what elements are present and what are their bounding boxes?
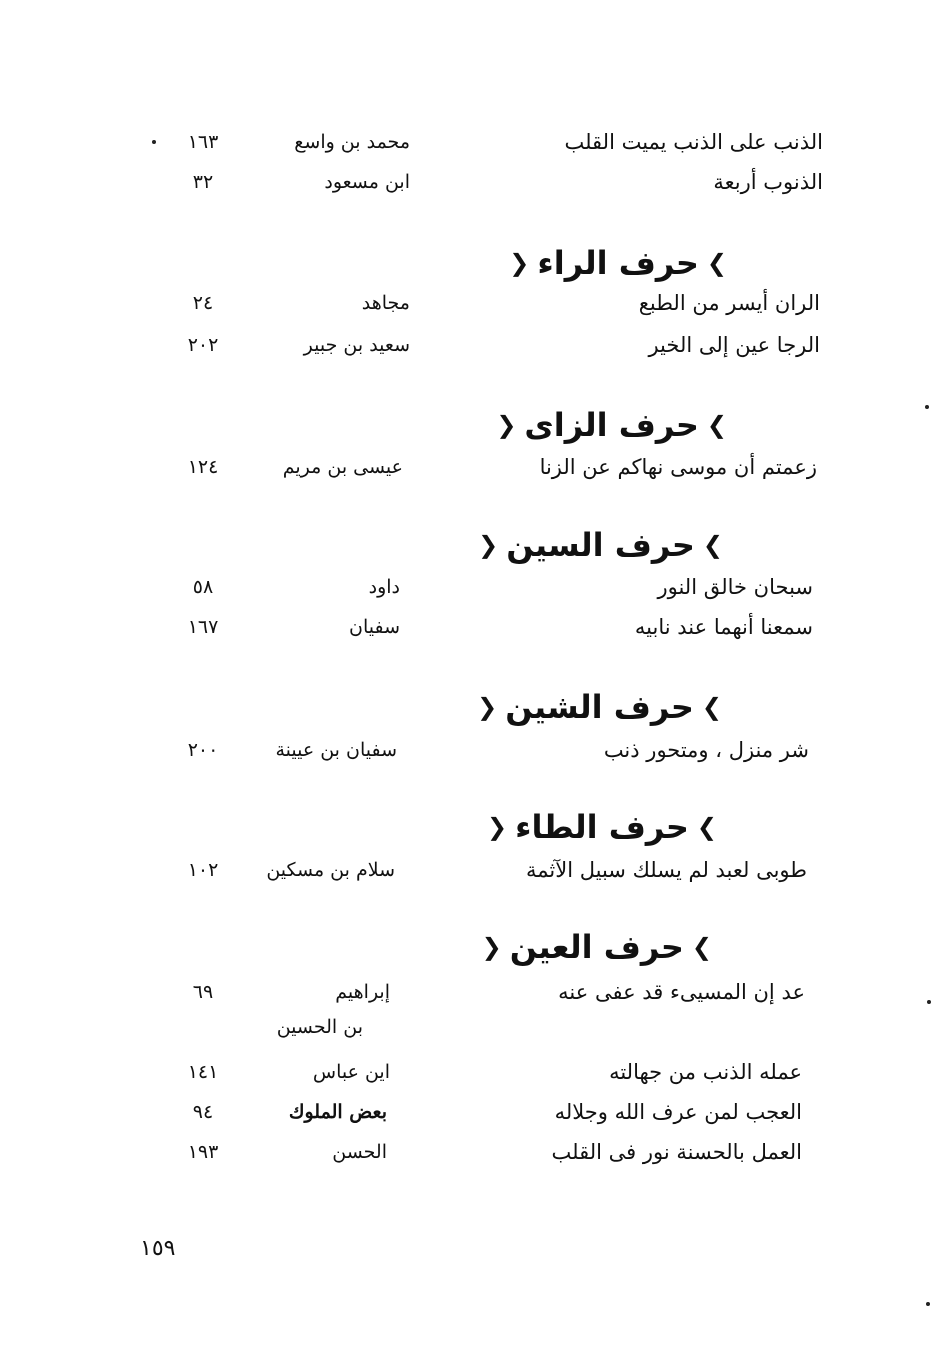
entry-source: بعض الملوك xyxy=(288,1101,387,1123)
entry-text: شر منزل ، ومتحور ذنب xyxy=(603,738,809,762)
scan-speck xyxy=(927,1000,931,1004)
section-heading xyxy=(474,918,720,972)
entry-page: ١٠٢ xyxy=(187,859,219,881)
ornament-icon: ❮ xyxy=(509,249,530,277)
entry-text: عد إن المسيىء قد عفى عنه xyxy=(558,980,805,1004)
entry-source: سفيان بن عيينة xyxy=(275,739,397,761)
section-heading-text: حرف الشين xyxy=(505,688,694,726)
index-entry xyxy=(0,1092,935,1132)
section-heading-text: حرف الزاى xyxy=(524,406,699,444)
entry-page: ١٩٣ xyxy=(187,1141,219,1163)
entry-text: الرجا عين إلى الخير xyxy=(648,333,820,357)
section-heading xyxy=(469,678,730,732)
index-entry xyxy=(0,325,935,365)
entry-source: سلام بن مسكين xyxy=(266,859,395,881)
ornament-icon: ❮ xyxy=(496,411,517,439)
entry-source: سعيد بن جبير xyxy=(303,334,410,356)
section-heading-text: حرف العين xyxy=(509,928,684,966)
section-heading xyxy=(479,798,725,852)
entry-text: الران أيسر من الطبع xyxy=(638,291,820,315)
entry-text: الذنوب أربعة xyxy=(713,170,823,194)
entry-text: الذنب على الذنب يميت القلب xyxy=(564,130,823,154)
entry-page: ١٢٤ xyxy=(187,456,219,478)
entry-text: زعمتم أن موسى نهاكم عن الزنا xyxy=(539,455,817,479)
ornament-icon: ❮ xyxy=(486,813,508,841)
entry-page: ٦٩ xyxy=(192,981,214,1003)
entry-page: ١٦٣ xyxy=(187,131,219,153)
entry-source: عيسى بن مريم xyxy=(282,456,403,478)
ornament-icon: ❯ xyxy=(706,411,727,439)
index-entry xyxy=(0,607,935,647)
ornament-icon: ❮ xyxy=(477,693,498,721)
section-heading xyxy=(470,516,731,570)
ornament-icon: ❯ xyxy=(701,693,722,721)
index-entry xyxy=(0,972,935,1012)
ornament-icon: ❮ xyxy=(481,933,502,961)
entry-page: ٢٠٠ xyxy=(187,739,219,761)
entry-page: ٥٨ xyxy=(192,576,214,598)
entry-page: ٢٠٢ xyxy=(187,334,219,356)
entry-page: ١٦٧ xyxy=(187,616,219,638)
entry-page: ٣٢ xyxy=(192,171,214,193)
ornament-icon: ❮ xyxy=(478,531,499,559)
entry-text: سبحان خالق النور xyxy=(657,575,813,599)
ornament-icon: ❯ xyxy=(702,531,723,559)
section-heading-text: حرف السين xyxy=(506,526,695,564)
index-entry xyxy=(0,122,935,162)
index-entry xyxy=(0,1052,935,1092)
entry-text: العجب لمن عرف الله وجلاله xyxy=(554,1100,802,1124)
scan-speck xyxy=(925,405,929,409)
entry-page: ٩٤ xyxy=(192,1101,214,1123)
entry-text: العمل بالحسنة نور فى القلب xyxy=(551,1140,802,1164)
entry-source: إبراهيم xyxy=(335,981,390,1003)
page-number: ١٥٩ xyxy=(140,1236,176,1261)
index-entry xyxy=(0,567,935,607)
index-entry xyxy=(0,1132,935,1172)
entry-source: داود xyxy=(368,576,400,598)
section-heading-text: حرف الراء xyxy=(537,244,699,282)
index-entry xyxy=(0,1007,935,1047)
entry-source: سفيان xyxy=(348,616,400,638)
ornament-icon: ❯ xyxy=(691,933,712,961)
entry-source: مجاهد xyxy=(361,292,410,314)
index-entry xyxy=(0,730,935,770)
ornament-icon: ❯ xyxy=(696,813,717,841)
ornament-icon: ❯ xyxy=(706,249,727,277)
entry-source: بن الحسين xyxy=(276,1016,363,1038)
section-heading-text: حرف الطاء xyxy=(515,808,689,846)
index-entry xyxy=(0,162,935,202)
entry-source: اين عباس xyxy=(312,1061,390,1083)
index-entry xyxy=(0,850,935,890)
scan-speck xyxy=(926,1302,930,1306)
entry-text: عمله الذنب من جهالته xyxy=(609,1060,802,1084)
entry-source: محمد بن واسع xyxy=(294,131,410,153)
entry-text: طوبى لعبد لم يسلك سبيل الآثمة xyxy=(525,858,807,882)
entry-page: ٢٤ xyxy=(192,292,214,314)
scan-speck xyxy=(152,140,156,144)
index-entry xyxy=(0,283,935,323)
entry-text: سمعنا أنهما عند نابيه xyxy=(634,615,813,639)
entry-source: الحسن xyxy=(332,1141,387,1163)
entry-source: ابن مسعود xyxy=(324,171,410,193)
section-heading xyxy=(501,234,735,288)
entry-page: ١٤١ xyxy=(187,1061,219,1083)
section-heading xyxy=(488,396,735,450)
index-entry xyxy=(0,447,935,487)
